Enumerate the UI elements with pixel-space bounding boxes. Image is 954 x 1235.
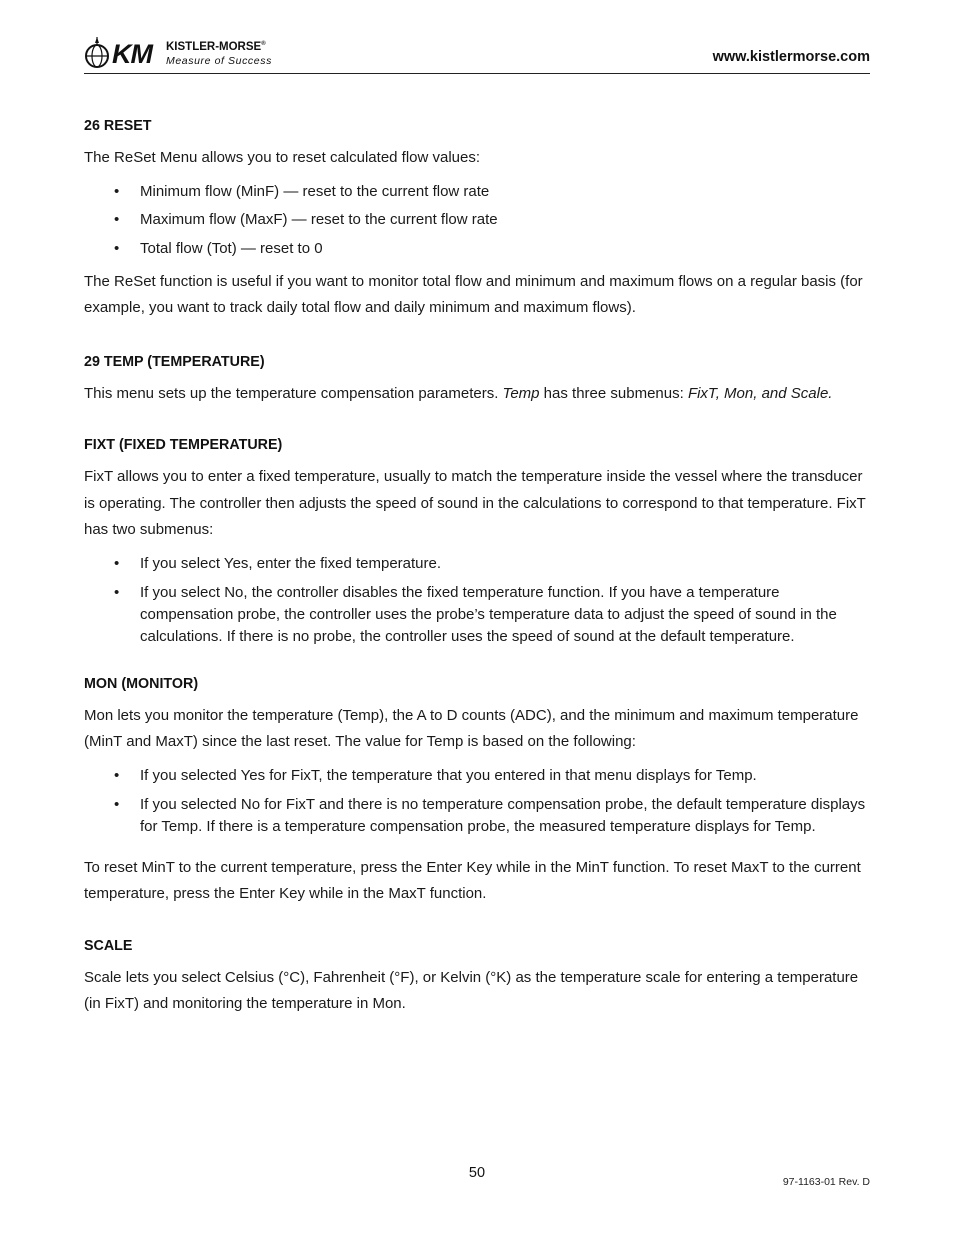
document-revision: 97-1163-01 Rev. D <box>782 1176 870 1188</box>
page-content <box>84 116 874 1018</box>
section-heading-reset: 26 RESET <box>84 118 152 134</box>
mon-reset-paragraph: To reset MinT to the current temperature, press the Enter Key while in the MinT function. To reset MaxT to the current temperature, press the Enter Key while in the MaxT function. <box>84 858 861 902</box>
list-item: • If you select Yes, enter the fixed temperature. <box>84 553 874 575</box>
website-url: www.kistlermorse.com <box>712 49 870 65</box>
logo-company-name: KISTLER-MORSE® <box>166 41 266 53</box>
mon-paragraph: Mon lets you monitor the temperature (Temp), the A to D counts (ADC), and the minimum and maximum temperature (MinT and MaxT) since the last reset. The value for Temp is based on the following: <box>84 706 859 750</box>
mon-bullet-list <box>84 765 874 838</box>
list-item: • If you select No, the controller disables the fixed temperature function. If you have a temperature compensation probe, the controller uses the probe’s temperature data to adjust the speed of sound in the calculations. If there is no probe, the controller uses the speed of sound at the default temperature. <box>84 582 874 648</box>
scale-paragraph: Scale lets you select Celsius (°C), Fahrenheit (°F), or Kelvin (°K) as the temperature scale for entering a temperature (in FixT) and monitoring the temperature in Mon. <box>84 968 859 1012</box>
fixt-paragraph: FixT allows you to enter a fixed temperature, usually to match the temperature inside the vessel where the transducer is operating. The controller then adjusts the speed of sound in the calculations to correspond to that temperature. FixT has two submenus: <box>84 468 866 538</box>
reset-paragraph: The ReSet function is useful if you want to monitor total flow and minimum and maximum flows on a regular basis (for example, you want to track daily total flow and daily minimum and maximum flows). <box>84 272 863 316</box>
temp-paragraph: This menu sets up the temperature compensation parameters. Temp has three submenus: FixT, Mon, and Scale. <box>84 384 833 402</box>
list-item: • Maximum flow (MaxF) — reset to the current flow rate <box>84 209 874 231</box>
registered-mark: ® <box>261 41 266 48</box>
fixt-bullet-list <box>84 553 874 648</box>
list-item: • Minimum flow (MinF) — reset to the current flow rate <box>84 181 874 203</box>
list-item: • Total flow (Tot) — reset to 0 <box>84 238 874 260</box>
globe-icon <box>84 35 110 69</box>
section-heading-mon: MON (MONITOR) <box>84 675 199 692</box>
logo-initials: KM <box>112 39 152 69</box>
page-number: 50 <box>468 1165 486 1181</box>
section-heading-fixt: FIXT (FIXED TEMPERATURE) <box>84 437 283 453</box>
section-heading-temp: 29 TEMP (TEMPERATURE) <box>84 353 265 370</box>
logo-tagline: Measure of Success <box>166 55 272 67</box>
reset-bullet-list <box>84 181 874 260</box>
section-heading-scale: SCALE <box>84 937 133 954</box>
list-item: • If you selected No for FixT and there is no temperature compensation probe, the default temperature displays for Temp. If there is a temperature compensation probe, the measured temperature displays for Temp. <box>84 794 874 838</box>
page-header <box>84 33 870 74</box>
list-item: • If you selected Yes for FixT, the temperature that you entered in that menu displays for Temp. <box>84 765 874 787</box>
reset-intro: The ReSet Menu allows you to reset calculated flow values: <box>84 149 481 166</box>
